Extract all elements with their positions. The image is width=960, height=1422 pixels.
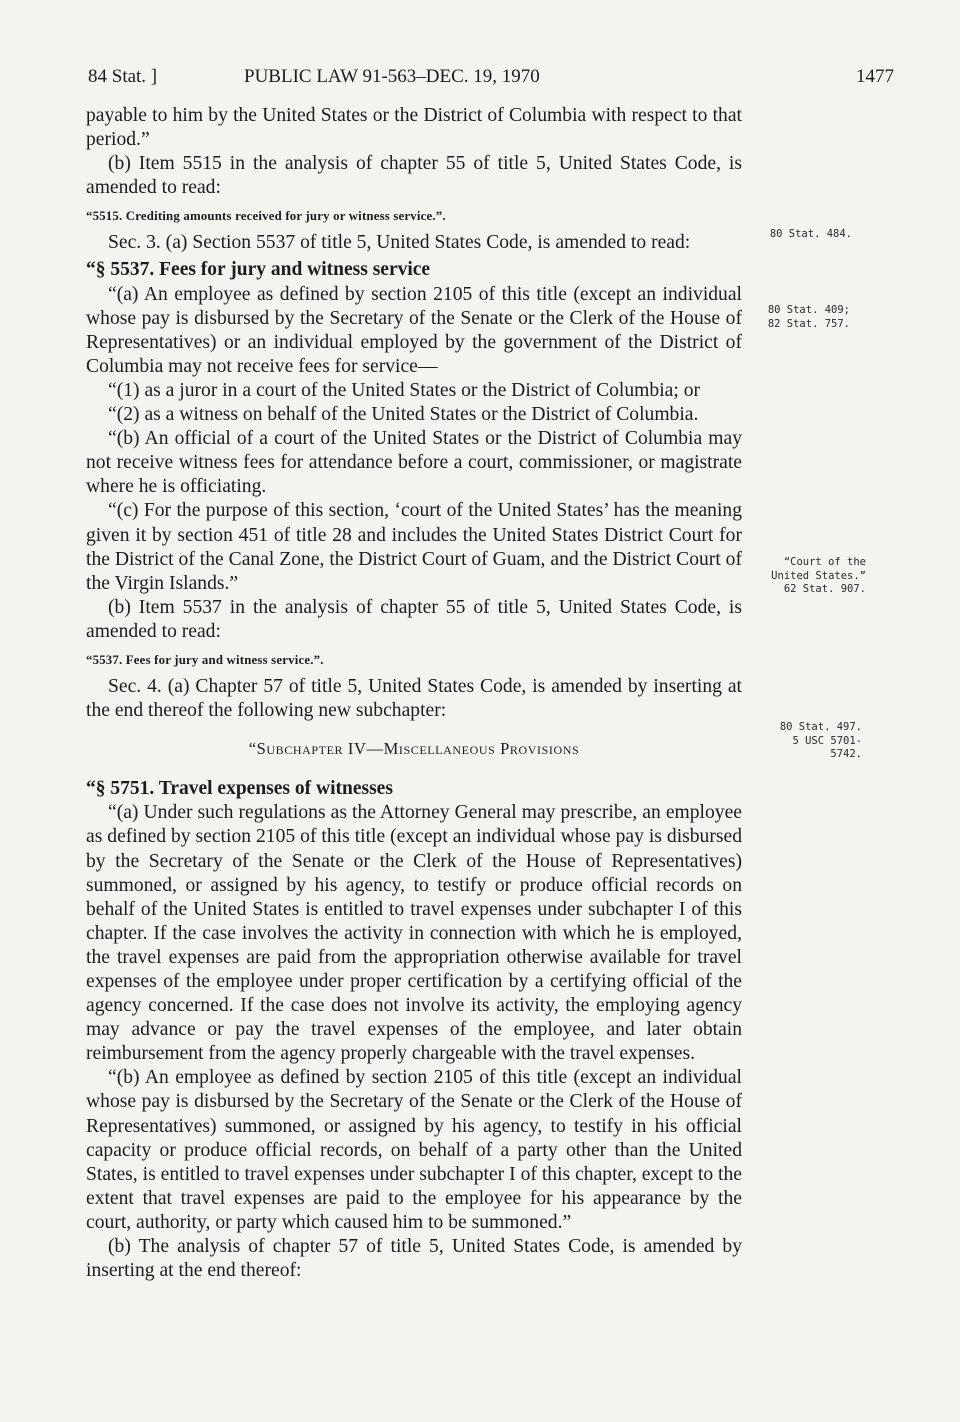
paragraph: “(c) For the purpose of this section, ‘court of the United States’ has the meaning given it by section 451 of title 28 and includes the United States District Court for the District of the Canal Zone, the District Court of Guam, and the District Court of the Virgin Islands.”: [86, 500, 742, 594]
page-number: 1477: [856, 66, 894, 87]
paragraph: (b) The analysis of chapter 57 of title 5, United States Code, is amended by inserting at the end thereof:: [86, 1236, 742, 1282]
page-header: [88, 66, 894, 96]
section-heading-5751: “§ 5751. Travel expenses of witnesses: [86, 778, 393, 800]
paragraph: “(a) Under such regulations as the Attorney General may prescribe, an employee as defined by section 2105 of this title (except an individual whose pay is disbursed by the Secretary of the Senate or the Clerk of the House of Representatives) summoned, or assigned by his agency, to testify or produce official records on behalf of the United States is entitled to travel expenses under subchapter I of this chapter. If the case involves the activity in connection with which he is employed, the travel expenses are paid from the appropriation otherwise available for travel expenses of the employee under proper certification by a certifying official of the agency concerned. If the case does not involve its activity, the employing agency may advance or pay the travel expenses of the employee, and later obtain reimbursement from the agency properly chargeable with the travel expenses.: [86, 802, 742, 1065]
section-4-paragraph: Sec. 4. (a) Chapter 57 of title 5, United States Code, is amended by inserting at the end thereof the following new subchapter:: [86, 675, 742, 722]
header-title: PUBLIC LAW 91-563–DEC. 19, 1970: [244, 66, 540, 87]
margin-note: “Court of the United States.” 62 Stat. 907.: [771, 556, 866, 595]
margin-note: 80 Stat. 484.: [769, 228, 852, 240]
section-3-paragraph: Sec. 3. (a) Section 5537 of title 5, United States Code, is amended to read:: [108, 232, 691, 254]
main-text-column: [86, 104, 742, 1283]
paragraph: (b) Item 5515 in the analysis of chapter 55 of title 5, United States Code, is amended to read:: [86, 153, 742, 199]
margin-note: 80 Stat. 497. 5 USC 5701- 5742.: [779, 721, 862, 760]
subchapter-heading: “Subchapter IV—Miscellaneous Provisions: [248, 739, 580, 759]
list-item: “(1) as a juror in a court of the United States or the District of Columbia; or: [108, 379, 701, 401]
margin-note: 80 Stat. 409; 82 Stat. 757.: [767, 304, 850, 330]
analysis-item-5537: “5537. Fees for jury and witness service.”.: [86, 652, 324, 667]
list-item: “(2) as a witness on behalf of the United States or the District of Columbia.: [108, 404, 699, 426]
section-heading-5537: “§ 5537. Fees for jury and witness service: [86, 259, 431, 281]
paragraph: “(b) An employee as defined by section 2105 of this title (except an individual whose pay is disbursed by the Secretary of the Senate or the Clerk of the House of Representatives) summoned, or assigned by his agency, to testify in his official capacity or produce official records, on behalf of a party other than the United States, is entitled to travel expenses under subchapter I of this chapter, except to the extent that travel expenses are paid to the employee for his appearance by the court, authority, or party which caused him to be summoned.”: [86, 1067, 742, 1233]
paragraph: (b) Item 5537 in the analysis of chapter 55 of title 5, United States Code, is amended to read:: [86, 596, 742, 642]
analysis-item-5515: “5515. Crediting amounts received for jury or witness service.”.: [86, 209, 446, 224]
paragraph: “(b) An official of a court of the United States or the District of Columbia may not receive witness fees for attendance before a court, commissioner, or magistrate where he is officiating.: [86, 428, 742, 498]
header-stat-reference: 84 Stat. ]: [88, 66, 158, 87]
paragraph: payable to him by the United States or the District of Columbia with respect to that period.”: [86, 105, 742, 151]
paragraph: “(a) An employee as defined by section 2105 of this title (except an individual whose pay is disbursed by the Secretary of the Senate or the Clerk of the House of Representatives) or an individual employed by the government of the District of Columbia may not receive fees for service—: [86, 283, 742, 377]
